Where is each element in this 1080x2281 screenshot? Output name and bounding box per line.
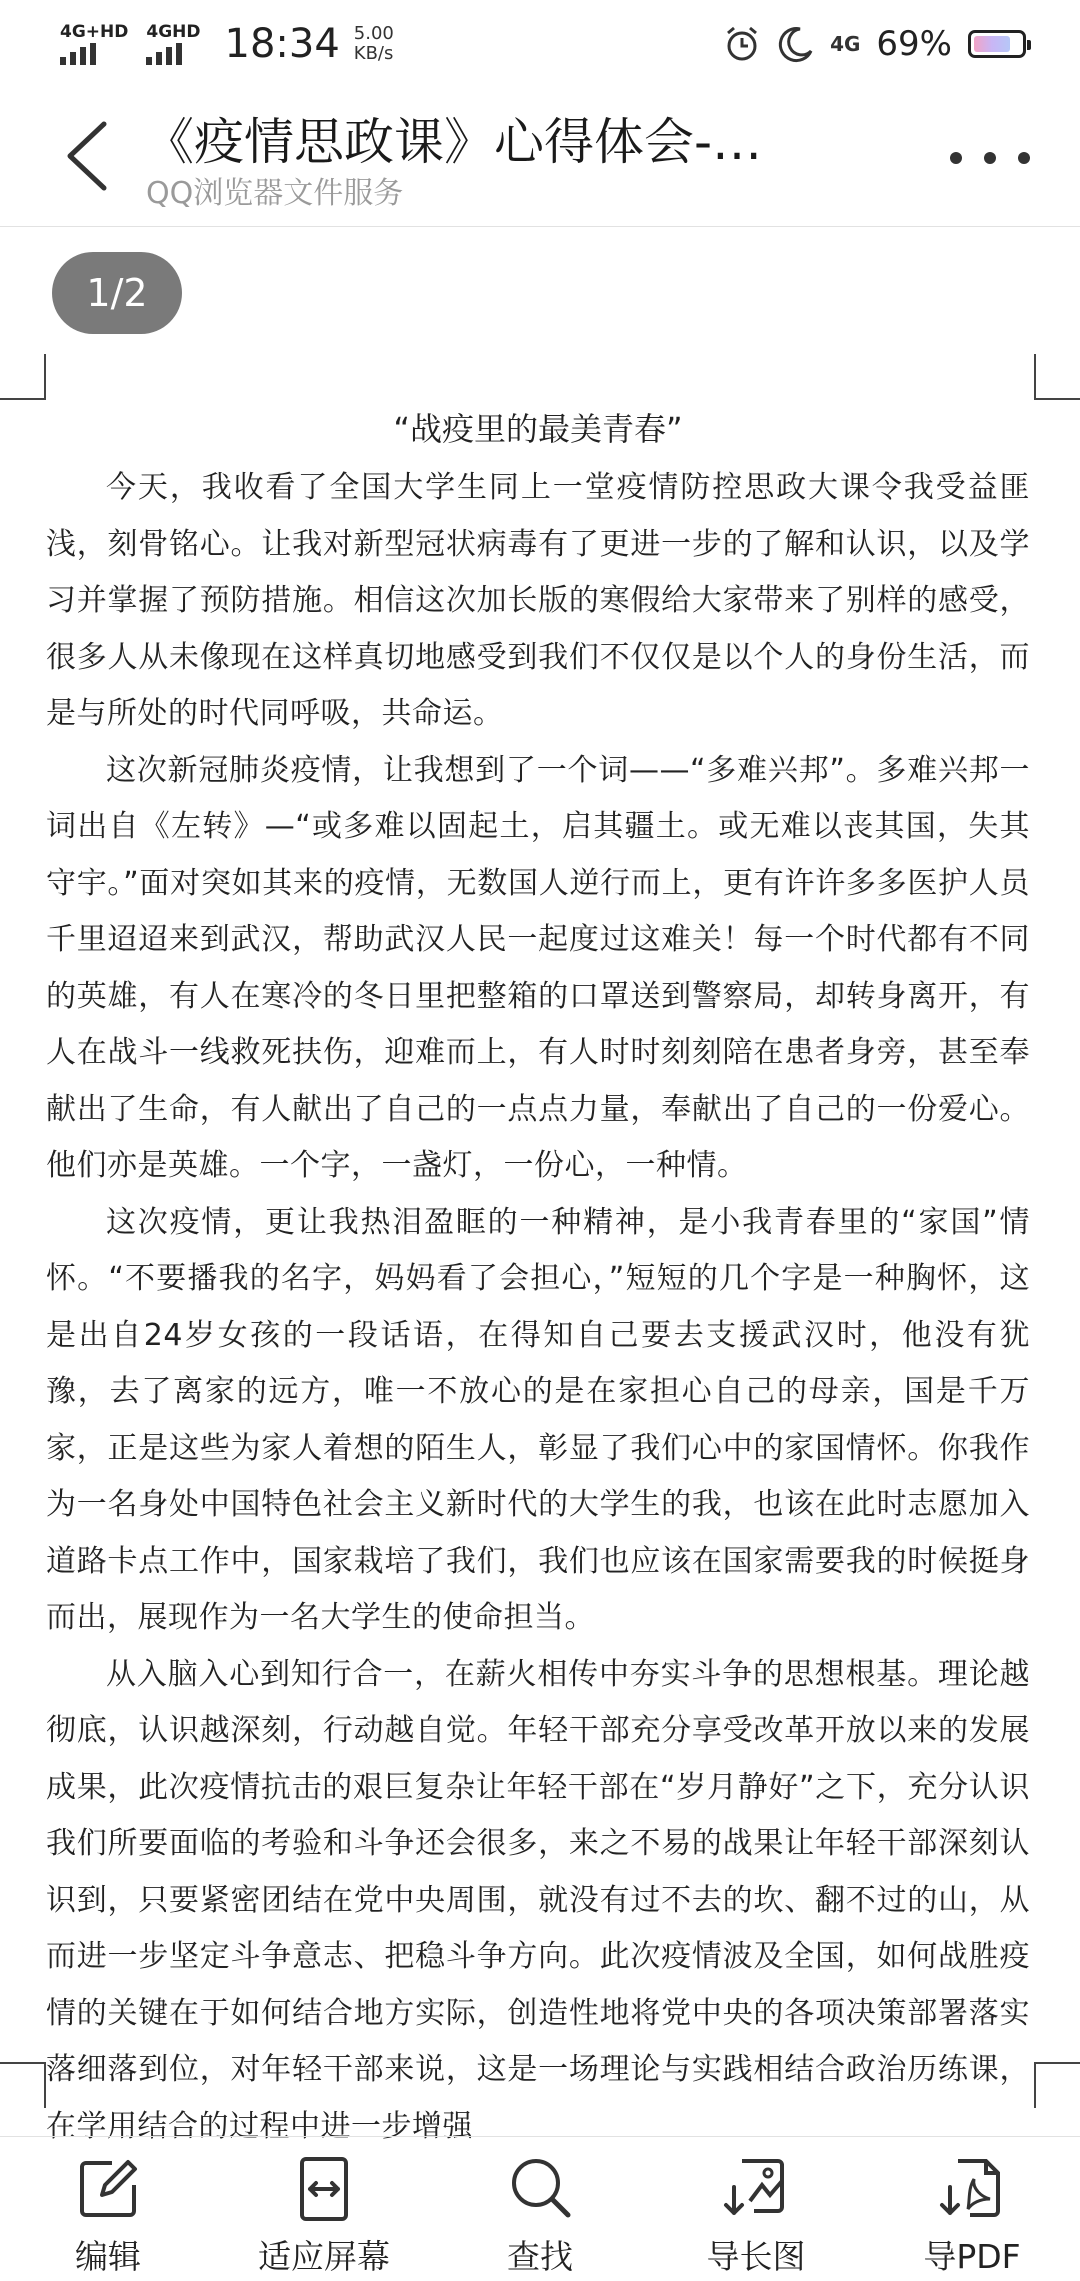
search-icon [504,2153,576,2225]
battery-icon [968,30,1026,58]
document-title: 《疫情思政课》心得体会-… [144,113,763,171]
fit-screen-label: 适应屏幕 [258,2237,390,2276]
more-options-button[interactable] [950,138,1030,178]
fit-screen-icon [288,2153,360,2225]
fit-screen-button[interactable] [224,2137,424,2278]
network-speed [354,24,394,64]
page-corner-mark [0,2062,46,2108]
page-corner-mark [1034,2062,1080,2108]
document-page[interactable] [46,402,1030,2144]
network-speed-unit: KB/s [353,43,394,64]
more-dot-icon [984,152,996,164]
edit-button[interactable] [8,2137,208,2278]
export-pdf-icon [936,2153,1008,2225]
edit-icon [72,2153,144,2225]
document-heading: “战疫里的最美青春” [393,410,683,448]
status-bar [0,0,1080,80]
network-speed-value: 5.00 [353,23,394,44]
signal-bars-icon [146,43,200,65]
find-button[interactable] [440,2137,640,2278]
document-paragraph: 这次疫情，更让我热泪盈眶的一种精神，是小我青春里的“家国”情怀。“不要播我的名字，妈妈看了会担心，”短短的几个字是一种胸怀，这是出自24岁女孩的一段话语，在得知自己要去支援武汉时，他没有犹豫，去了离家的远方，唯一不放心的是在家担心自己的母亲，国是千万家，正是这些为家人着想的陌生人，彰显了我们心中的家国情怀。你我作为一名身处中国特色社会主义新时代的大学生的我，也该在此时志愿加入道路卡点工作中，国家栽培了我们，我们也应该在国家需要我的时候挺身而出，展现作为一名大学生的使命担当。 [46,1204,1030,1635]
more-dot-icon [1018,152,1030,164]
battery-percent: 69% [876,24,952,64]
network-type-2: 4GHD [146,22,201,42]
more-dot-icon [950,152,962,164]
signal-indicator-1 [60,23,128,65]
export-long-image-button[interactable] [656,2137,856,2278]
page-indicator: 1/2 [52,252,182,334]
app-header [0,90,1080,227]
page-corner-mark [0,354,46,400]
find-label: 查找 [507,2237,573,2276]
signal-bars-icon [60,43,128,65]
document-paragraph: 这次新冠肺炎疫情，让我想到了一个词——“多难兴邦”。多难兴邦一词出自《左转》—“或多难以固起土，启其疆土。或无难以丧其国，失其守宇。”面对突如其来的疫情，无数国人逆行而上，更有许许多多医护人员千里迢迢来到武汉，帮助武汉人民一起度过这难关！每一个时代都有不同的英雄，有人在寒冷的冬日里把整箱的口罩送到警察局，却转身离开，有人在战斗一线救死扶伤，迎难而上，有人时时刻刻陪在患者身旁，甚至奉献出了生命，有人献出了自己的一点点力量，奉献出了自己的一份爱心。他们亦是英雄。一个字，一盏灯，一份心，一种情。 [46,752,1030,1183]
export-pdf-button[interactable] [872,2137,1072,2278]
network-type-1: 4G+HD [60,22,129,42]
document-paragraph: 今天，我收看了全国大学生同上一堂疫情防控思政大课令我受益匪浅，刻骨铭心。让我对新型冠状病毒有了更进一步的了解和认识，以及学习并掌握了预防措施。相信这次加长版的寒假给大家带来了别样的感受，很多人从未像现在这样真切地感受到我们不仅仅是以个人的身份生活，而是与所处的时代同呼吸，共命运。 [46,470,1030,731]
edit-label: 编辑 [75,2237,141,2276]
back-arrow-icon [58,116,118,196]
network-type-3: 4G [830,32,861,56]
alarm-icon [722,24,762,64]
page-corner-mark [1034,354,1080,400]
do-not-disturb-moon-icon [776,24,816,64]
signal-indicator-2 [146,23,200,65]
clock: 18:34 [224,21,340,67]
document-paragraph: 从入脑入心到知行合一，在薪火相传中夯实斗争的思想根基。理论越彻底，认识越深刻，行动越自觉。年轻干部充分享受改革开放以来的发展成果，此次疫情抗击的艰巨复杂让年轻干部在“岁月静好”之下，充分认识我们所要面临的考验和斗争还会很多，来之不易的战果让年轻干部深刻认识到，只要紧密团结在党中央周围，就没有过不去的坎、翻不过的山，从而进一步坚定斗争意志、把稳斗争方向。此次疫情波及全国，如何战胜疫情的关键在于如何结合地方实际，创造性地将党中央的各项决策部署落实落细落到位，对年轻干部来说，这是一场理论与实践相结合政治历练课，在学用结合的过程中进一步增强 [46,1656,1030,2144]
export-image-icon [720,2153,792,2225]
export-long-image-label: 导长图 [706,2237,806,2276]
export-pdf-label: 导PDF [923,2237,1021,2276]
bottom-toolbar [0,2136,1080,2281]
document-source: QQ浏览器文件服务 [146,176,404,211]
back-button[interactable] [58,116,118,196]
